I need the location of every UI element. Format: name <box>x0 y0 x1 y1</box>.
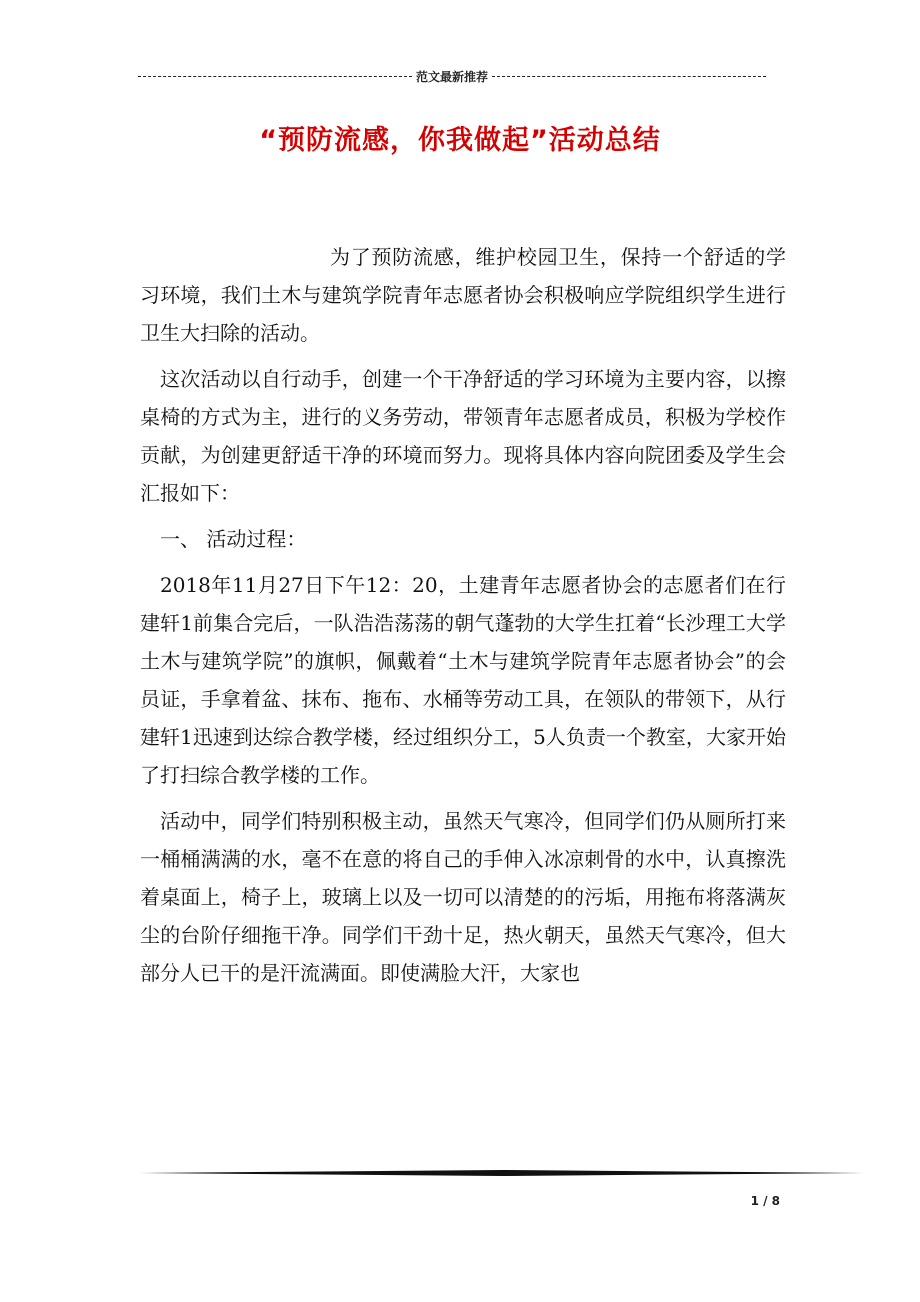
paragraph-intro: 为了预防流感，维护校园卫生，保持一个舒适的学习环境，我们土木与建筑学院青年志愿者协会积极响应学院组织学生进行卫生大扫除的活动。 <box>140 245 786 345</box>
paragraph-overview: 这次活动以自行动手，创建一个干净舒适的学习环境为主要内容，以擦桌椅的方式为主，进行的义务劳动，带领青年志愿者成员，积极为学校作贡献，为创建更舒适干净的环境而努力。现将具体内容向院团委及学生会汇报如下： <box>140 367 786 505</box>
section-heading: 一、 活动过程： <box>160 527 307 551</box>
footer-divider <box>140 1170 864 1176</box>
page-number: 1 / 8 <box>750 1194 780 1208</box>
header-dash-left <box>138 76 412 77</box>
header-label: 范文最新推荐 <box>416 69 489 84</box>
header-dash-right <box>492 76 766 77</box>
page-header <box>138 66 766 86</box>
paragraph-process: 2018年11月27日下午12：20，土建青年志愿者协会的志愿者们在行建轩1前集合完后，一队浩浩荡荡的朝气蓬勃的大学生扛着“长沙理工大学土木与建筑学院”的旗帜，佩戴着“土木与建筑学院青年志愿者协会”的会员证，手拿着盆、抹布、拖布、水桶等劳动工具，在领队的带领下，从行建轩1迅速到达综合教学楼，经过组织分工，5人负责一个教室，大家开始了打扫综合教学楼的工作。 <box>140 573 786 787</box>
document-title: “预防流感，你我做起”活动总结 <box>259 125 661 156</box>
document-body <box>140 238 786 1000</box>
paragraph-activity: 活动中，同学们特别积极主动，虽然天气寒冷，但同学们仍从厕所打来一桶桶满满的水，毫不在意的将自己的手伸入冰凉刺骨的水中，认真擦洗着桌面上，椅子上，玻璃上以及一切可以清楚的的污垢，用拖布将落满灰尘的台阶仔细拖干净。同学们干劲十足，热火朝天，虽然天气寒冷，但大部分人已干的是汗流满面。即使满脸大汗，大家也 <box>140 809 786 985</box>
